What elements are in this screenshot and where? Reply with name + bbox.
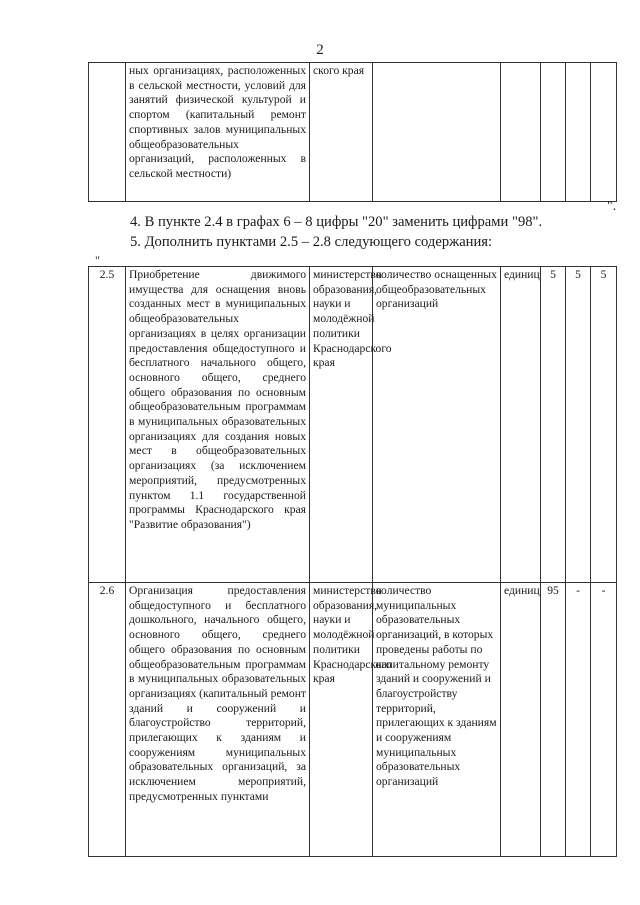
table-row [89,267,617,583]
row-executor: ского края [310,63,373,202]
page-number: 2 [316,42,324,58]
table-row [89,583,617,857]
row-unit: единиц [501,267,541,583]
row-number [89,63,126,202]
row-value-3: 5 [591,267,617,583]
paragraph-4: 4. В пункте 2.4 в графах 6 – 8 цифры "20" заменить цифрами "98". [130,214,543,230]
row-value-2: 5 [566,267,591,583]
row-value-3 [591,63,617,202]
closing-quote: ". [607,199,617,214]
row-unit [501,63,541,202]
row-name: Организация предоставления общедоступного и бесплатного дошкольного, начального общего, основного общего, среднего общего образования по основным общеобразовательным программам в муниципальных образовательных организациях (капитальный ремонт зданий и сооружений и благоустройство территорий, прилегающих к зданиям и сооружениям муниципальных образовательных организаций, за исключением мероприятий, предусмотренных пунктами [126,583,310,857]
row-indicator: количество оснащенных общеобразовательных организаций [373,267,501,583]
row-executor: министерство образования, науки и молодёжной политики Краснодарского края [310,583,373,857]
row-name: Приобретение движимого имущества для оснащения вновь созданных мест в муниципальных общеобразовательных организациях в целях организации предоставления общедоступного и бесплатного начального общего, основного общего, среднего общего образования по основным общеобразовательным программам в муниципальных образовательных организациях для создания новых мест в общеобразовательных организациях (за исключением мероприятий, предусмотренных пунктом 1.1 государственной программы Краснодарского края "Развитие образования") [126,267,310,583]
row-value-1: 95 [541,583,566,857]
row-value-1 [541,63,566,202]
row-number: 2.6 [89,583,126,857]
table-new-items [88,266,617,857]
paragraph-5: 5. Дополнить пунктами 2.5 – 2.8 следующего содержания: [130,234,493,250]
row-indicator: количество муниципальных образовательных организаций, в которых проведены работы по капитальному ремонту зданий и сооружений и благоустройству территорий, прилегающих к зданиям и сооружениям муниципальных образовательных организаций [373,583,501,857]
row-executor: министерство образования, науки и молодёжной политики Краснодарского края [310,267,373,583]
table-row [89,63,617,202]
row-name: ных организациях, расположенных в сельской местности, условий для занятий физической культурой и спортом (капитальный ремонт спортивных залов муниципальных общеобразовательных организаций, расположенных в сельской местности) [126,63,310,202]
row-value-1: 5 [541,267,566,583]
row-number: 2.5 [89,267,126,583]
row-value-3: - [591,583,617,857]
row-indicator [373,63,501,202]
row-unit: единиц [501,583,541,857]
table-continuation [88,62,617,202]
opening-quote: " [95,253,100,267]
row-value-2 [566,63,591,202]
row-value-2: - [566,583,591,857]
